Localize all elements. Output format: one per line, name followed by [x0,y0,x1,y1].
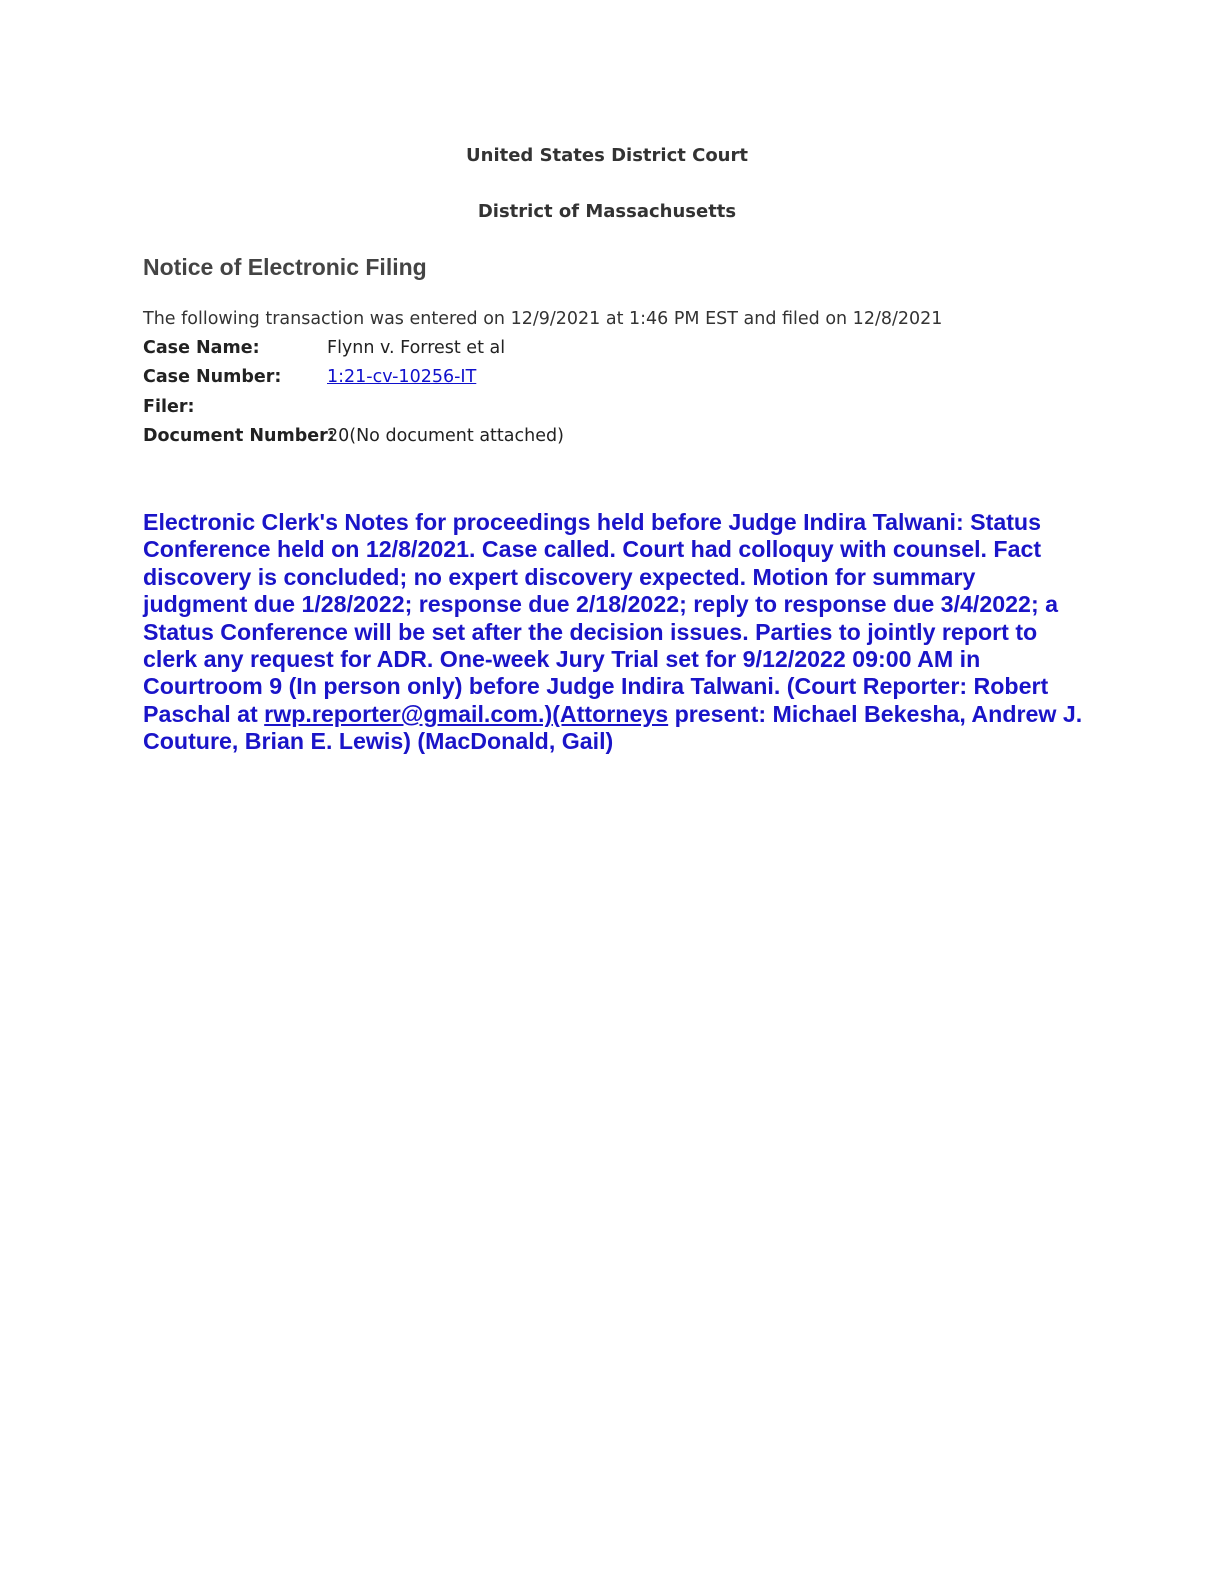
notice-title: Notice of Electronic Filing [143,254,427,280]
filer-label: Filer: [143,397,195,417]
district-name-heading: District of Massachusetts [477,201,737,222]
clerk-notes-main: Electronic Clerk's Notes for proceedings held before Judge Indira Talwani: Status Conference held on 12/8/2021. Case called. Court had colloquy with counsel. Fact discovery is concluded; no expert discovery expected. Motion for summary judgment due 1/28/2022; response due 2/18/2022; reply to response due 3/4/2022; a Status Conference will be set after the decision issues. Parties to jointly report to clerk any request for ADR. One-week Jury Trial set for 9/12/2022 09:00 AM in Courtroom 9 (In person only) before Judge Indira Talwani. (Court Reporter: Robert Paschal at [143,509,1059,727]
clerk-notes-text [143,509,1083,756]
clerk-notes-attorneys: present: Michael Bekesha, Andrew J. Couture, Brian E. Lewis) (MacDonald, Gail) [143,700,1083,755]
document-number-label: Document Number: [143,426,335,446]
reporter-email-link[interactable]: rwp.reporter@gmail.com.)(Attorneys [264,700,669,727]
case-number-label: Case Number: [143,367,282,387]
case-name-value: Flynn v. Forrest et al [327,338,506,358]
document-number-value: 20(No document attached) [327,426,564,446]
case-number-link[interactable]: 1:21-cv-10256-IT [327,367,477,387]
case-name-label: Case Name: [143,338,260,358]
transaction-summary: The following transaction was entered on 12/9/2021 at 1:46 PM EST and filed on 12/8/2021 [143,309,943,329]
court-name-heading: United States District Court [466,145,748,166]
